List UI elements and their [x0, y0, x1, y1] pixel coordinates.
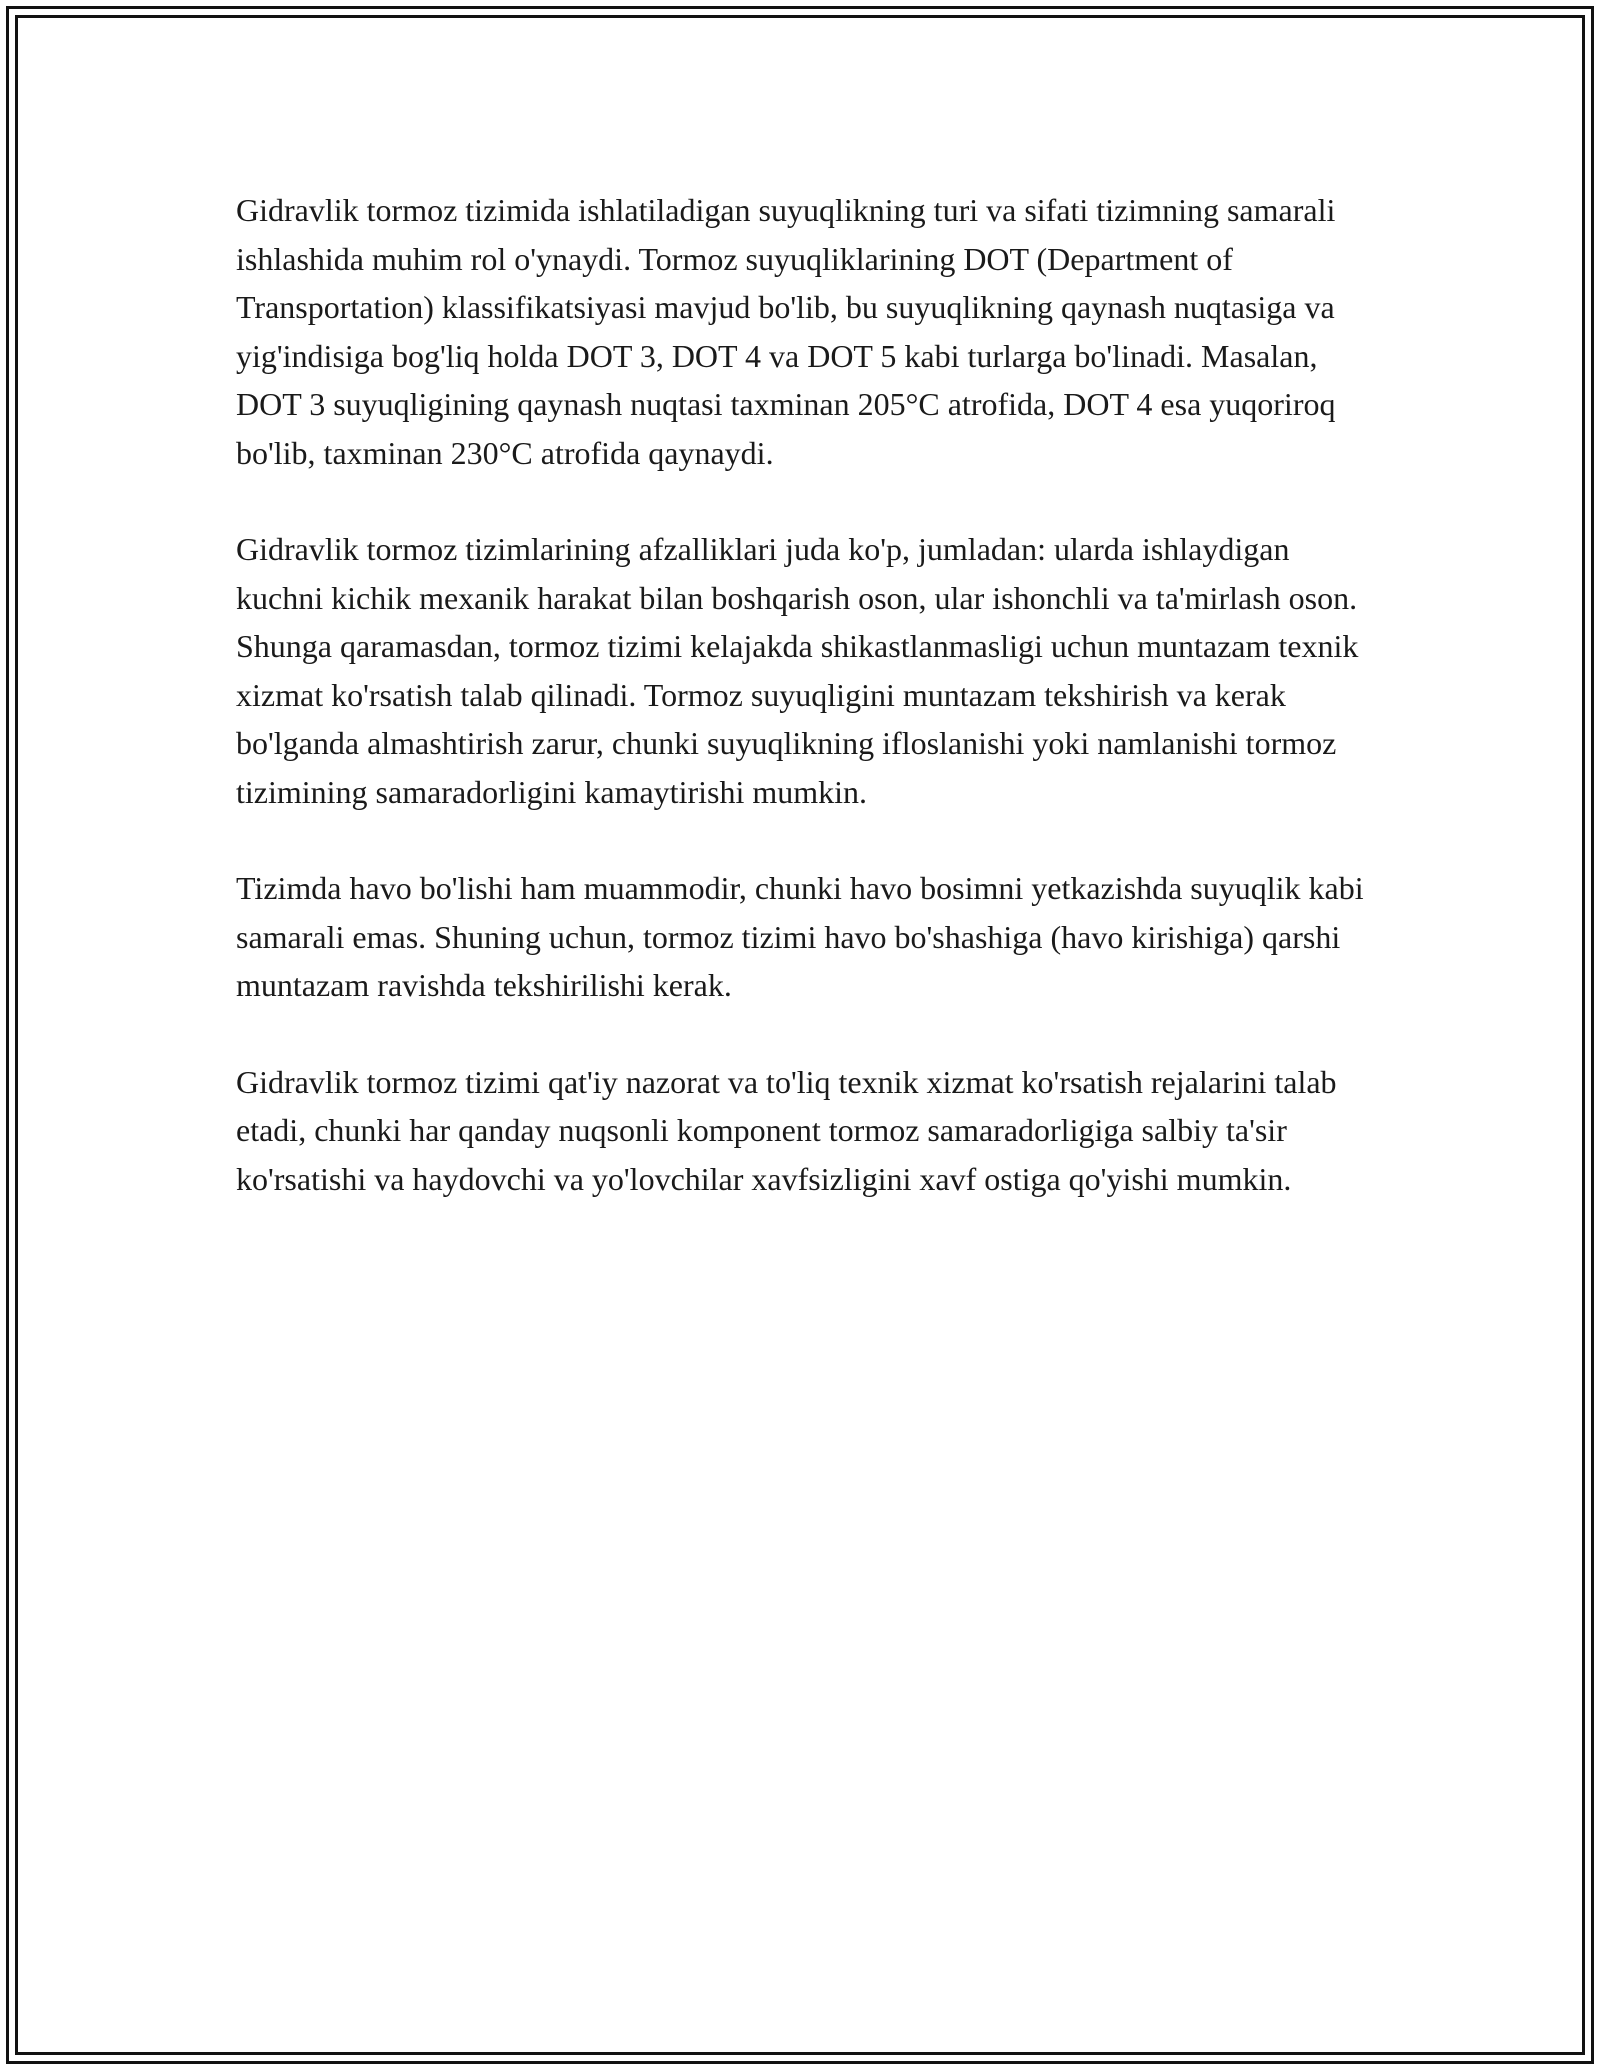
- document-body: [236, 186, 1376, 1251]
- paragraph-air-in-system: Tizimda havo bo'lishi ham muammodir, chunki havo bosimni yetkazishda suyuqlik kabi samarali emas. Shuning uchun, tormoz tizimi havo bo'shashiga (havo kirishiga) qarshi muntazam ravishda tekshirilishi kerak.: [236, 870, 1364, 1003]
- paragraph-brake-fluid-types: Gidravlik tormoz tizimida ishlatiladigan suyuqlikning turi va sifati tizimning samarali ishlashida muhim rol o'ynaydi. Tormoz suyuqliklarining DOT (Department of Transportation) klassifikatsiyasi mavjud bo'lib, bu suyuqlikning qaynash nuqtasiga va yig'indisiga bog'liq holda DOT 3, DOT 4 va DOT 5 kabi turlarga bo'linadi. Masalan, DOT 3 suyuqligining qaynash nuqtasi taxminan 205°C atrofida, DOT 4 esa yuqoriroq bo'lib, taxminan 230°C atrofida qaynaydi.: [236, 192, 1336, 471]
- paragraph-strict-control: Gidravlik tormoz tizimi qat'iy nazorat va to'liq texnik xizmat ko'rsatish rejalarini talab etadi, chunki har qanday nuqsonli komponent tormoz samaradorligiga salbiy ta'sir ko'rsatishi va haydovchi va yo'lovchilar xavfsizligini xavf ostiga qo'yishi mumkin.: [236, 1063, 1337, 1197]
- paragraph-advantages-maintenance: Gidravlik tormoz tizimlarining afzalliklari juda ko'p, jumladan: ularda ishlaydigan kuchni kichik mexanik harakat bilan boshqarish oson, ular ishonchli va ta'mirlash oson. Shunga qaramasdan, tormoz tizimi kelajakda shikastlanmasligi uchun muntazam texnik xizmat ko'rsatish talab qilinadi. Tormoz suyuqligini muntazam tekshirish va kerak bo'lganda almashtirish zarur, chunki suyuqlikning ifloslanishi yoki namlanishi tormoz tizimining samaradorligini kamaytirishi mumkin.: [236, 531, 1359, 810]
